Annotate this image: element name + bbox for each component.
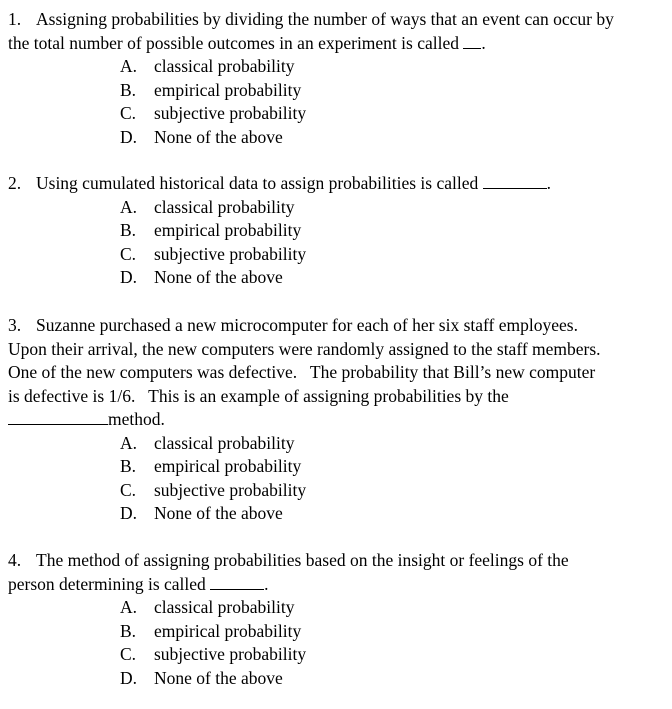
question-3 [8,314,658,526]
question-number: 2. [8,173,22,193]
choice-d[interactable]: D. None of the above [120,503,283,523]
question-2-stem [8,172,658,196]
answer-blank [210,573,264,590]
choice-d[interactable]: D. None of the above [120,126,283,147]
stem-tail: method. [108,409,165,429]
stem-line: The method of assigning probabilities based on the insight or feelings of the [36,550,569,570]
choice-c[interactable]: C. subjective probability [120,479,307,500]
question-4 [8,549,658,690]
choice-c[interactable]: C. subjective probability [120,103,307,123]
question-4-stem [8,549,658,573]
choice-a[interactable]: A. classical probability [120,597,295,617]
choice-c[interactable]: C. subjective probability [120,243,307,264]
stem-line: Suzanne purchased a new microcomputer for each of her six staff employees. [36,315,578,335]
question-1-stem-cont [8,32,658,56]
question-3-method-line [8,408,658,432]
stem-end: . [546,173,552,193]
question-number: 4. [8,550,22,570]
answer-blank [8,408,108,425]
choice-list [8,55,658,149]
stem-line: Assigning probabilities by dividing the number of ways that an event can occur by [36,9,614,29]
stem-line: person determining is called [8,573,206,594]
question-1 [8,8,658,149]
stem-end: . [481,32,486,53]
choice-a[interactable]: A. classical probability [120,196,295,217]
choice-a[interactable]: A. classical probability [120,56,295,76]
stem-end: . [264,573,269,594]
choice-d[interactable]: D. None of the above [120,267,283,287]
stem-line: Upon their arrival, the new computers were randomly assigned to the staff members. [8,338,601,359]
answer-blank [483,172,547,189]
question-number: 1. [8,9,22,29]
question-3-stem [8,314,658,338]
choice-a[interactable]: A. classical probability [120,432,295,453]
question-1-stem [8,8,658,32]
choice-list [8,596,658,690]
question-4-stem-cont [8,573,658,597]
choice-list [8,432,658,526]
stem-line: One of the new computers was defective. The probability that Bill’s new computer [8,362,596,382]
choice-list [8,196,658,290]
question-2 [8,172,658,290]
stem-line: the total number of possible outcomes in an experiment is called [8,32,459,53]
choice-b[interactable]: B. empirical probability [120,79,302,100]
question-number: 3. [8,315,22,335]
stem-line: Using cumulated historical data to assign probabilities is called [36,173,479,193]
choice-b[interactable]: B. empirical probability [120,620,302,641]
choice-b[interactable]: B. empirical probability [120,456,302,476]
answer-blank [463,32,481,49]
stem-line: is defective is 1/6. This is an example of assigning probabilities by the [8,385,509,406]
choice-b[interactable]: B. empirical probability [120,220,302,240]
choice-d[interactable]: D. None of the above [120,667,283,688]
choice-c[interactable]: C. subjective probability [120,644,307,664]
